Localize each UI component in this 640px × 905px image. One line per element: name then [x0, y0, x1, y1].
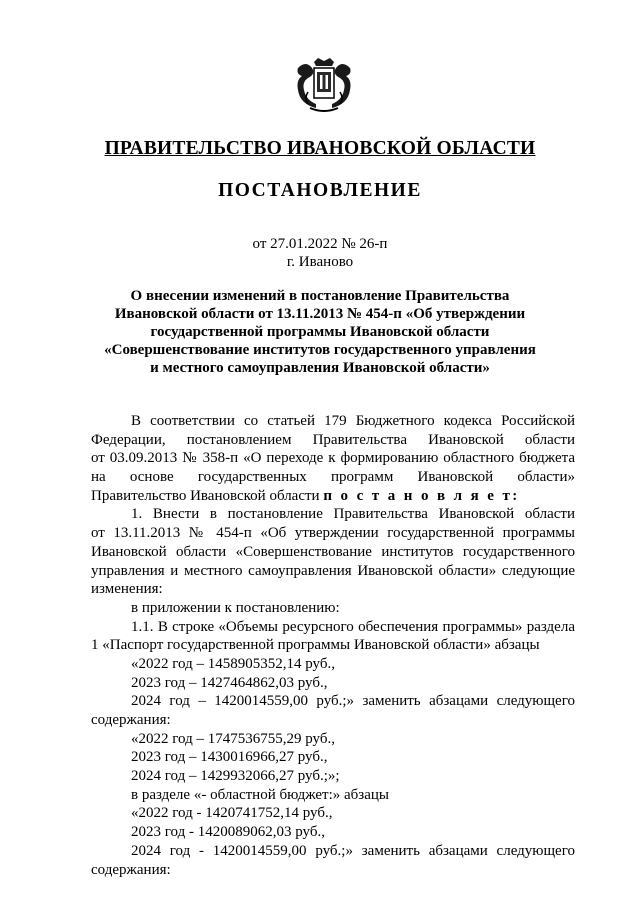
body-line: от 13.11.2013 № 454-п «Об утверждении государственной программы	[91, 525, 575, 542]
body-line: содержания:	[91, 712, 171, 728]
body-line: от 03.09.2013 № 358-п «О переходе к формированию областного бюджета	[91, 450, 575, 467]
body-line: управления и местного самоуправления Ивановской области» следующие	[91, 562, 575, 579]
body-text: Правительство Ивановской области	[91, 487, 320, 504]
body-line: В соответствии со статьей 179 Бюджетного кодекса Российской	[131, 413, 575, 429]
title-line: О внесении изменений в постановление Правительства	[130, 288, 510, 304]
document-title	[80, 287, 560, 377]
city: г. Иваново	[286, 254, 354, 270]
title-line: Ивановской области от 13.11.2013 № 454-п «Об утверждении	[114, 306, 526, 322]
body-line: в разделе «- областной бюджет:» абзацы	[131, 786, 389, 803]
body-line: в приложении к постановлению:	[131, 599, 340, 616]
document-body	[91, 412, 575, 879]
body-line: Ивановской области «Совершенствование институтов государственного	[91, 543, 575, 560]
organization-title: ПРАВИТЕЛЬСТВО ИВАНОВСКОЙ ОБЛАСТИ	[104, 138, 536, 159]
amount-line: 2024 год - 1420014559,00 руб.;» заменить абзацами следующего	[131, 842, 575, 859]
body-line: изменения:	[91, 581, 163, 598]
amount-line: 2023 год – 1427464862,03 руб.,	[131, 674, 328, 691]
title-line: «Совершенствование институтов государственного управления	[104, 342, 536, 358]
body-line: на основе государственных программ Ивановской области»	[91, 469, 575, 486]
resolve-word: п о с т а н о в л я е т:	[323, 487, 520, 504]
amount-line: 2023 год - 1420089062,03 руб.,	[131, 824, 325, 841]
date-number: от 27.01.2022 № 26-п	[252, 236, 388, 252]
body-line: 1. Внести в постановление Правительства Ивановской области	[131, 506, 575, 523]
amount-line: 2023 год – 1430016966,27 руб.,	[131, 749, 328, 766]
amount-line: «2022 год – 1458905352,14 руб.,	[131, 655, 335, 672]
document-type: ПОСТАНОВЛЕНИЕ	[218, 180, 422, 201]
body-line: 1.1. В строке «Объемы ресурсного обеспечения программы» раздела	[131, 618, 575, 635]
amount-line: 2024 год – 1420014559,00 руб.;» заменить абзацами следующего	[131, 693, 575, 710]
body-line: Федерации, постановлением Правительства Ивановской области	[91, 431, 575, 448]
title-line: и местного самоуправления Ивановской области»	[150, 360, 490, 376]
date-block	[0, 235, 640, 271]
body-line: 1 «Паспорт государственной программы Ивановской области» абзацы	[91, 637, 540, 654]
amount-line: «2022 год – 1747536755,29 руб.,	[131, 730, 335, 747]
coat-of-arms-icon	[294, 58, 354, 114]
title-line: государственной программы Ивановской области	[150, 324, 490, 340]
amount-line: «2022 год - 1420741752,14 руб.,	[131, 805, 333, 822]
body-line: содержания:	[91, 861, 171, 878]
body-line	[91, 487, 575, 506]
amount-line: 2024 год – 1429932066,27 руб.;»;	[131, 768, 340, 785]
